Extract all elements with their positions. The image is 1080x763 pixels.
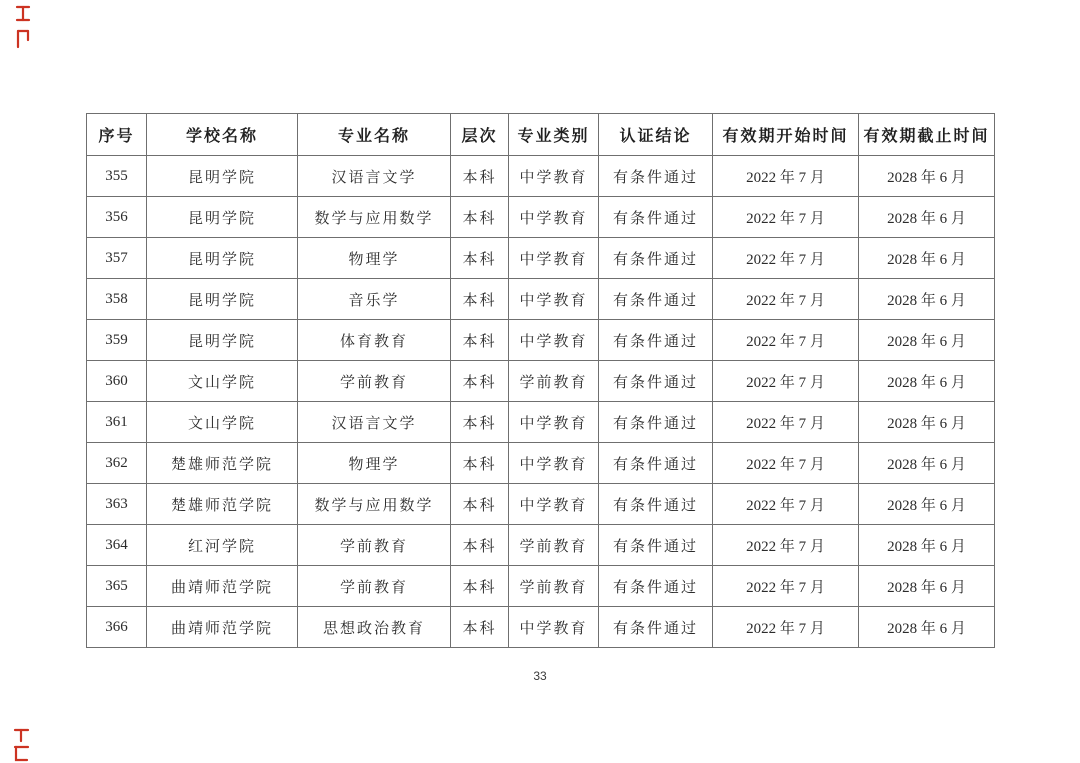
table-cell: 红河学院 bbox=[147, 525, 298, 566]
table-cell: 359 bbox=[87, 320, 147, 361]
table-cell: 2028 年 6 月 bbox=[859, 443, 995, 484]
table-cell: 2028 年 6 月 bbox=[859, 238, 995, 279]
table-cell: 昆明学院 bbox=[147, 156, 298, 197]
accreditation-table bbox=[86, 113, 995, 648]
table-cell: 2028 年 6 月 bbox=[859, 361, 995, 402]
table-cell: 昆明学院 bbox=[147, 238, 298, 279]
table-cell: 昆明学院 bbox=[147, 197, 298, 238]
table-cell: 2022 年 7 月 bbox=[713, 525, 859, 566]
table-cell: 本科 bbox=[451, 402, 509, 443]
table-cell: 2028 年 6 月 bbox=[859, 320, 995, 361]
table-cell: 音乐学 bbox=[298, 279, 451, 320]
table-row bbox=[87, 197, 995, 238]
table-cell: 2028 年 6 月 bbox=[859, 197, 995, 238]
table-row bbox=[87, 361, 995, 402]
table-row bbox=[87, 525, 995, 566]
table-row bbox=[87, 320, 995, 361]
table-cell: 2022 年 7 月 bbox=[713, 156, 859, 197]
table-cell: 2022 年 7 月 bbox=[713, 443, 859, 484]
table-row bbox=[87, 279, 995, 320]
table-cell: 学前教育 bbox=[509, 525, 599, 566]
table-body bbox=[87, 156, 995, 648]
table-cell: 学前教育 bbox=[298, 361, 451, 402]
table-cell: 355 bbox=[87, 156, 147, 197]
table-cell: 汉语言文学 bbox=[298, 402, 451, 443]
table-cell: 362 bbox=[87, 443, 147, 484]
table-cell: 360 bbox=[87, 361, 147, 402]
column-header-5: 认证结论 bbox=[599, 114, 713, 156]
table-row bbox=[87, 402, 995, 443]
table-cell: 361 bbox=[87, 402, 147, 443]
table-cell: 本科 bbox=[451, 484, 509, 525]
table-cell: 学前教育 bbox=[298, 525, 451, 566]
table-row bbox=[87, 156, 995, 197]
table-cell: 本科 bbox=[451, 566, 509, 607]
table-row bbox=[87, 443, 995, 484]
table-cell: 文山学院 bbox=[147, 361, 298, 402]
header-row bbox=[87, 114, 995, 156]
table-cell: 学前教育 bbox=[298, 566, 451, 607]
column-header-7: 有效期截止时间 bbox=[859, 114, 995, 156]
column-header-0: 序号 bbox=[87, 114, 147, 156]
table-cell: 363 bbox=[87, 484, 147, 525]
table-cell: 2028 年 6 月 bbox=[859, 607, 995, 648]
table-cell: 昆明学院 bbox=[147, 279, 298, 320]
table-cell: 有条件通过 bbox=[599, 238, 713, 279]
table-cell: 中学教育 bbox=[509, 607, 599, 648]
table-cell: 有条件通过 bbox=[599, 320, 713, 361]
table-cell: 有条件通过 bbox=[599, 443, 713, 484]
table-cell: 2022 年 7 月 bbox=[713, 238, 859, 279]
table-cell: 本科 bbox=[451, 279, 509, 320]
table-row bbox=[87, 238, 995, 279]
table-cell: 中学教育 bbox=[509, 156, 599, 197]
column-header-3: 层次 bbox=[451, 114, 509, 156]
table-cell: 学前教育 bbox=[509, 566, 599, 607]
table-cell: 2022 年 7 月 bbox=[713, 361, 859, 402]
table-row bbox=[87, 566, 995, 607]
table-cell: 楚雄师范学院 bbox=[147, 484, 298, 525]
table-cell: 有条件通过 bbox=[599, 525, 713, 566]
table-cell: 2028 年 6 月 bbox=[859, 525, 995, 566]
table-cell: 2022 年 7 月 bbox=[713, 279, 859, 320]
table-cell: 有条件通过 bbox=[599, 279, 713, 320]
table-cell: 体育教育 bbox=[298, 320, 451, 361]
table-cell: 有条件通过 bbox=[599, 607, 713, 648]
table-cell: 本科 bbox=[451, 156, 509, 197]
column-header-1: 学校名称 bbox=[147, 114, 298, 156]
table-cell: 昆明学院 bbox=[147, 320, 298, 361]
table-cell: 2028 年 6 月 bbox=[859, 156, 995, 197]
table-cell: 物理学 bbox=[298, 443, 451, 484]
table-cell: 本科 bbox=[451, 238, 509, 279]
table-cell: 2028 年 6 月 bbox=[859, 279, 995, 320]
column-header-6: 有效期开始时间 bbox=[713, 114, 859, 156]
table-cell: 365 bbox=[87, 566, 147, 607]
table-cell: 数学与应用数学 bbox=[298, 484, 451, 525]
table-cell: 2028 年 6 月 bbox=[859, 402, 995, 443]
table-cell: 2022 年 7 月 bbox=[713, 566, 859, 607]
seal-fragment-bottom-left bbox=[12, 727, 31, 763]
table-cell: 物理学 bbox=[298, 238, 451, 279]
table-cell: 中学教育 bbox=[509, 484, 599, 525]
table-cell: 358 bbox=[87, 279, 147, 320]
table-cell: 本科 bbox=[451, 197, 509, 238]
table-cell: 357 bbox=[87, 238, 147, 279]
table-cell: 中学教育 bbox=[509, 443, 599, 484]
table-cell: 中学教育 bbox=[509, 320, 599, 361]
table-cell: 汉语言文学 bbox=[298, 156, 451, 197]
table-cell: 本科 bbox=[451, 320, 509, 361]
table-cell: 2022 年 7 月 bbox=[713, 484, 859, 525]
table-cell: 2028 年 6 月 bbox=[859, 484, 995, 525]
table-cell: 2022 年 7 月 bbox=[713, 320, 859, 361]
table-cell: 有条件通过 bbox=[599, 156, 713, 197]
table-cell: 有条件通过 bbox=[599, 566, 713, 607]
table-cell: 数学与应用数学 bbox=[298, 197, 451, 238]
table-row bbox=[87, 484, 995, 525]
table-cell: 356 bbox=[87, 197, 147, 238]
table-cell: 中学教育 bbox=[509, 197, 599, 238]
seal-fragment-top-left bbox=[15, 4, 32, 50]
column-header-2: 专业名称 bbox=[298, 114, 451, 156]
table-row bbox=[87, 607, 995, 648]
table-cell: 2022 年 7 月 bbox=[713, 402, 859, 443]
table-cell: 有条件通过 bbox=[599, 484, 713, 525]
table-cell: 中学教育 bbox=[509, 279, 599, 320]
table-cell: 有条件通过 bbox=[599, 197, 713, 238]
table-cell: 2028 年 6 月 bbox=[859, 566, 995, 607]
table-cell: 本科 bbox=[451, 361, 509, 402]
page-number: 33 bbox=[533, 669, 547, 683]
table-cell: 2022 年 7 月 bbox=[713, 607, 859, 648]
column-header-4: 专业类别 bbox=[509, 114, 599, 156]
table-cell: 楚雄师范学院 bbox=[147, 443, 298, 484]
table-cell: 本科 bbox=[451, 525, 509, 566]
table-header bbox=[87, 114, 995, 156]
table-cell: 有条件通过 bbox=[599, 402, 713, 443]
table-cell: 思想政治教育 bbox=[298, 607, 451, 648]
table-cell: 本科 bbox=[451, 443, 509, 484]
table-cell: 366 bbox=[87, 607, 147, 648]
table-cell: 本科 bbox=[451, 607, 509, 648]
table-cell: 曲靖师范学院 bbox=[147, 566, 298, 607]
table-cell: 中学教育 bbox=[509, 402, 599, 443]
table-cell: 2022 年 7 月 bbox=[713, 197, 859, 238]
table-cell: 有条件通过 bbox=[599, 361, 713, 402]
table-cell: 曲靖师范学院 bbox=[147, 607, 298, 648]
table-cell: 学前教育 bbox=[509, 361, 599, 402]
table-cell: 364 bbox=[87, 525, 147, 566]
table-cell: 文山学院 bbox=[147, 402, 298, 443]
table-cell: 中学教育 bbox=[509, 238, 599, 279]
